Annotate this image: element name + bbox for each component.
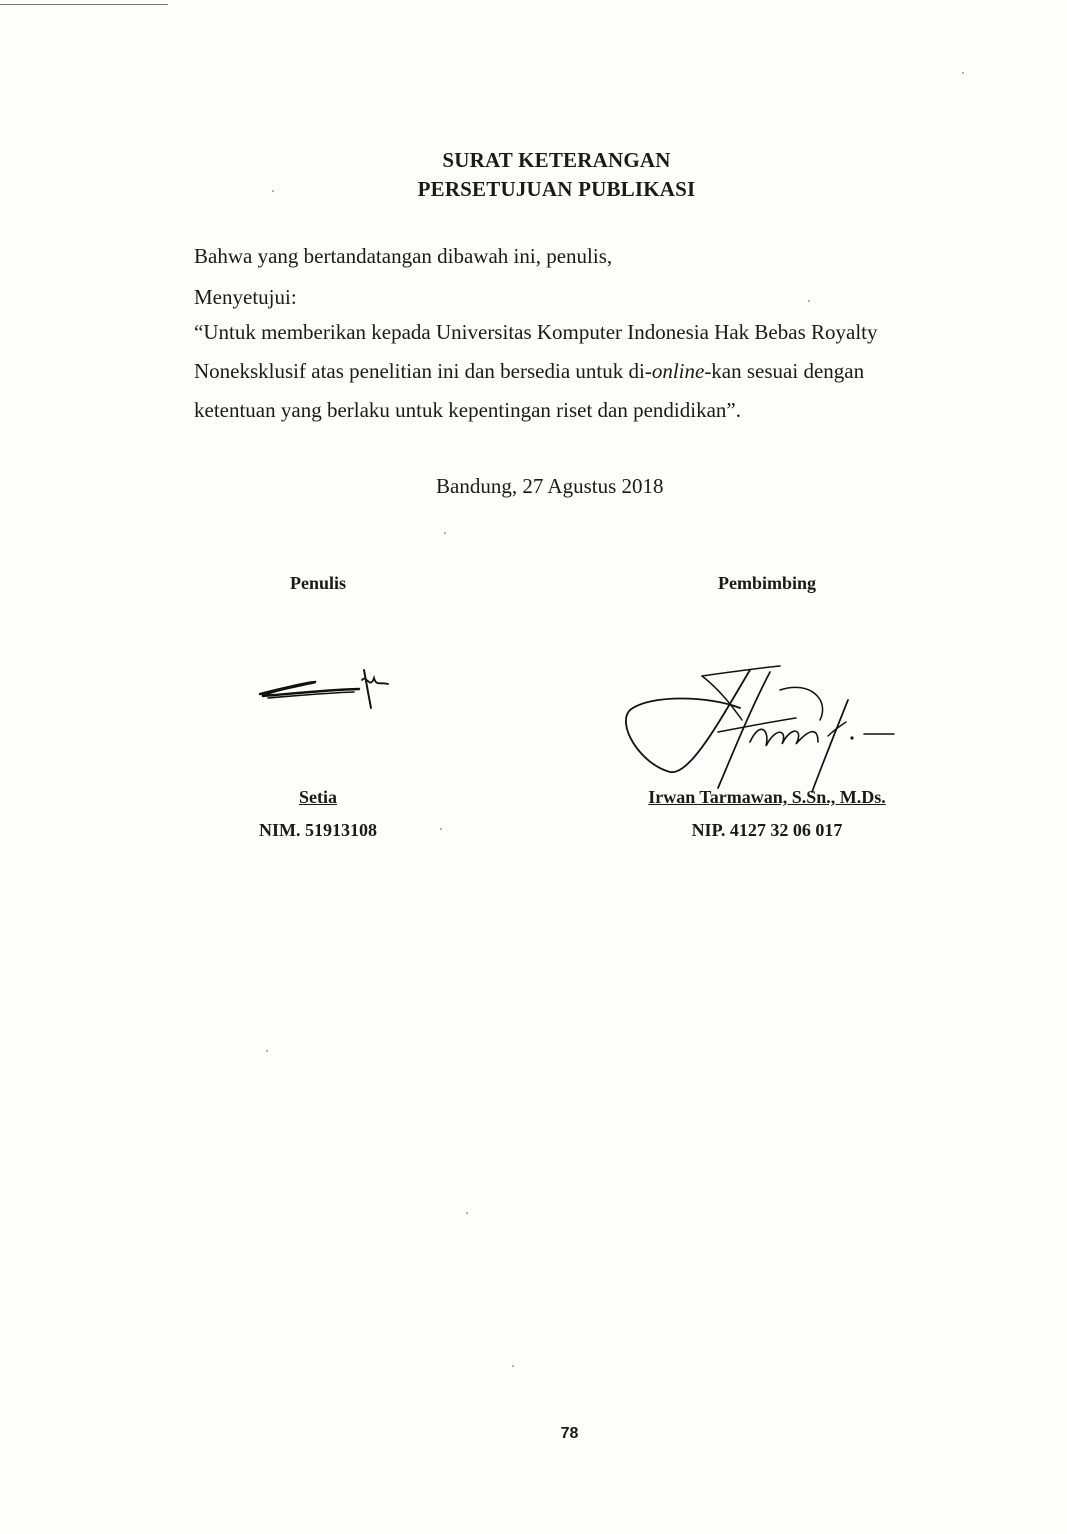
document-subtitle: PERSETUJUAN PUBLIKASI xyxy=(417,177,696,201)
supervisor-role: Pembimbing xyxy=(717,573,816,593)
scan-speck xyxy=(512,1365,514,1367)
supervisor-signature-icon xyxy=(620,660,900,795)
place-and-date: Bandung, 27 Agustus 2018 xyxy=(436,474,664,498)
author-name: Setia xyxy=(299,787,337,807)
author-id: NIM. 51913108 xyxy=(259,820,377,840)
author-signature-icon xyxy=(254,660,394,710)
scan-speck xyxy=(808,300,810,302)
author-role: Penulis xyxy=(289,573,346,593)
scan-speck xyxy=(272,190,274,192)
top-edge-rule xyxy=(0,4,168,5)
agreement-label: Menyetujui: xyxy=(194,285,297,309)
intro-statement: Bahwa yang bertandatangan dibawah ini, penulis, xyxy=(194,244,613,268)
agreement-quote-line-1: “Untuk memberikan kepada Universitas Komputer Indonesia Hak Bebas Royalty xyxy=(194,320,878,344)
page-number: 78 xyxy=(560,1425,579,1442)
agreement-quote-line-2 xyxy=(194,359,864,384)
quote-line-2-end: -kan sesuai dengan xyxy=(704,359,865,383)
quote-line-2-italic: online xyxy=(651,359,705,383)
scan-speck xyxy=(962,72,964,74)
supervisor-name: Irwan Tarmawan, S.Sn., M.Ds. xyxy=(648,787,886,807)
quote-line-2-start: Noneksklusif atas penelitian ini dan bersedia untuk di- xyxy=(194,359,652,383)
supervisor-id: NIP. 4127 32 06 017 xyxy=(691,820,843,840)
scan-speck xyxy=(466,1212,468,1214)
document-title: SURAT KETERANGAN xyxy=(442,148,671,172)
scan-speck xyxy=(444,532,446,534)
agreement-quote-line-3: ketentuan yang berlaku untuk kepentingan riset dan pendidikan”. xyxy=(194,398,741,422)
scan-speck xyxy=(266,1050,268,1052)
scan-speck xyxy=(440,828,442,830)
